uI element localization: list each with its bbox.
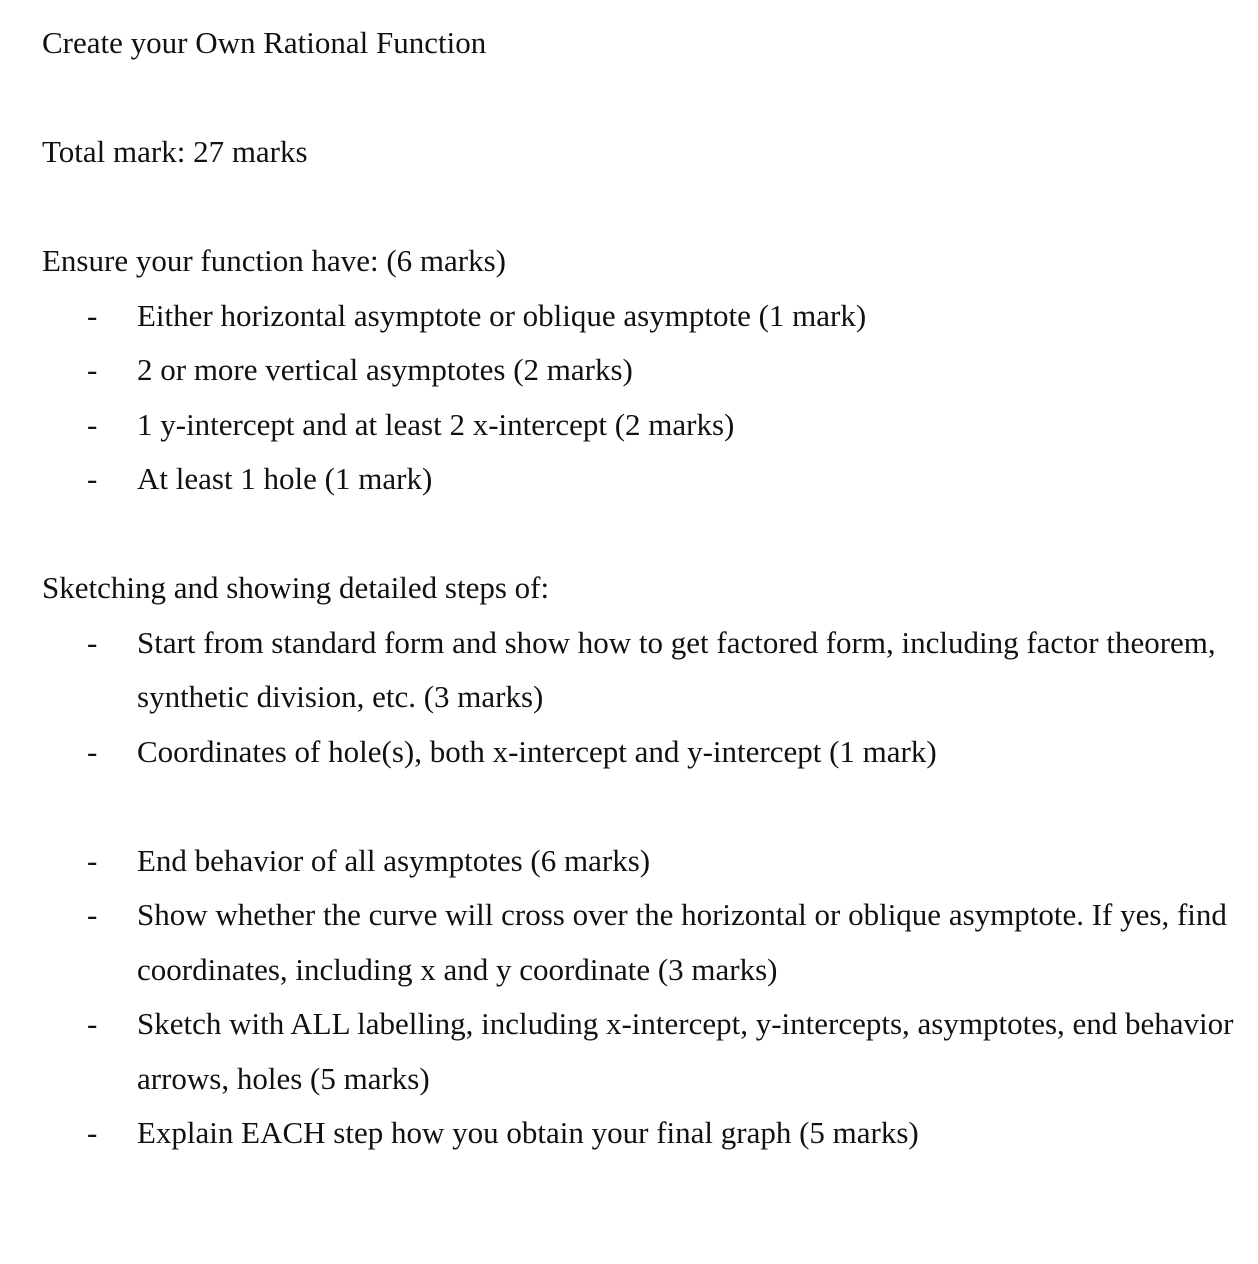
ensure-item xyxy=(42,289,1258,344)
bullet-dash: - xyxy=(87,406,98,442)
ensure-item-text: 2 or more vertical asymptotes (2 marks) xyxy=(137,352,633,387)
bullet-dash: - xyxy=(87,352,98,387)
sketching-item-text: Start from standard form and show how to get factored form, including factor theorem, xyxy=(137,624,1216,660)
sketching-item-text: End behavior of all asymptotes (6 marks) xyxy=(137,842,651,878)
bullet-dash: - xyxy=(87,624,98,660)
sketching-item xyxy=(42,616,1258,725)
sketching-item-text-cont: coordinates, including x and y coordinate (3 marks) xyxy=(137,951,778,987)
sketching-item xyxy=(42,888,1258,997)
ensure-item xyxy=(42,343,1258,398)
bullet-dash: - xyxy=(87,297,98,333)
ensure-item xyxy=(42,398,1258,453)
sketching-item-text-cont: arrows, holes (5 marks) xyxy=(137,1060,430,1096)
spacer xyxy=(42,779,1258,834)
spacer xyxy=(42,71,1258,126)
bullet-dash: - xyxy=(87,733,98,769)
sketching-item xyxy=(42,1106,1258,1161)
bullet-dash: - xyxy=(87,461,98,496)
sketching-item-text: Coordinates of hole(s), both x-intercept and y-intercept (1 mark) xyxy=(137,733,937,769)
ensure-item-text: 1 y-intercept and at least 2 x-intercept (2 marks) xyxy=(137,406,735,442)
sketching-item-text-cont: synthetic division, etc. (3 marks) xyxy=(137,679,544,714)
sketching-item xyxy=(42,725,1258,780)
ensure-item xyxy=(42,452,1258,507)
sketching-item-text: Show whether the curve will cross over the horizontal or oblique asymptote. If yes, find xyxy=(137,897,1227,932)
ensure-item-text: Either horizontal asymptote or oblique asymptote (1 mark) xyxy=(137,297,867,333)
spacer xyxy=(42,507,1258,562)
ensure-heading: Ensure your function have: (6 marks) xyxy=(42,243,507,278)
sketching-item xyxy=(42,997,1258,1106)
page-title: Create your Own Rational Function xyxy=(42,25,487,60)
document-body xyxy=(42,16,1258,1161)
spacer xyxy=(42,180,1258,235)
sketching-heading: Sketching and showing detailed steps of: xyxy=(42,570,550,605)
ensure-item-text: At least 1 hole (1 mark) xyxy=(137,461,433,496)
sketching-item-text: Sketch with ALL labelling, including x-intercept, y-intercepts, asymptotes, end behavior xyxy=(137,1006,1234,1041)
bullet-dash: - xyxy=(87,1115,98,1150)
bullet-dash: - xyxy=(87,842,98,878)
bullet-dash: - xyxy=(87,897,98,932)
sketching-item-text: Explain EACH step how you obtain your final graph (5 marks) xyxy=(137,1115,919,1150)
total-marks: Total mark: 27 marks xyxy=(42,134,308,169)
bullet-dash: - xyxy=(87,1006,98,1041)
sketching-item xyxy=(42,834,1258,889)
